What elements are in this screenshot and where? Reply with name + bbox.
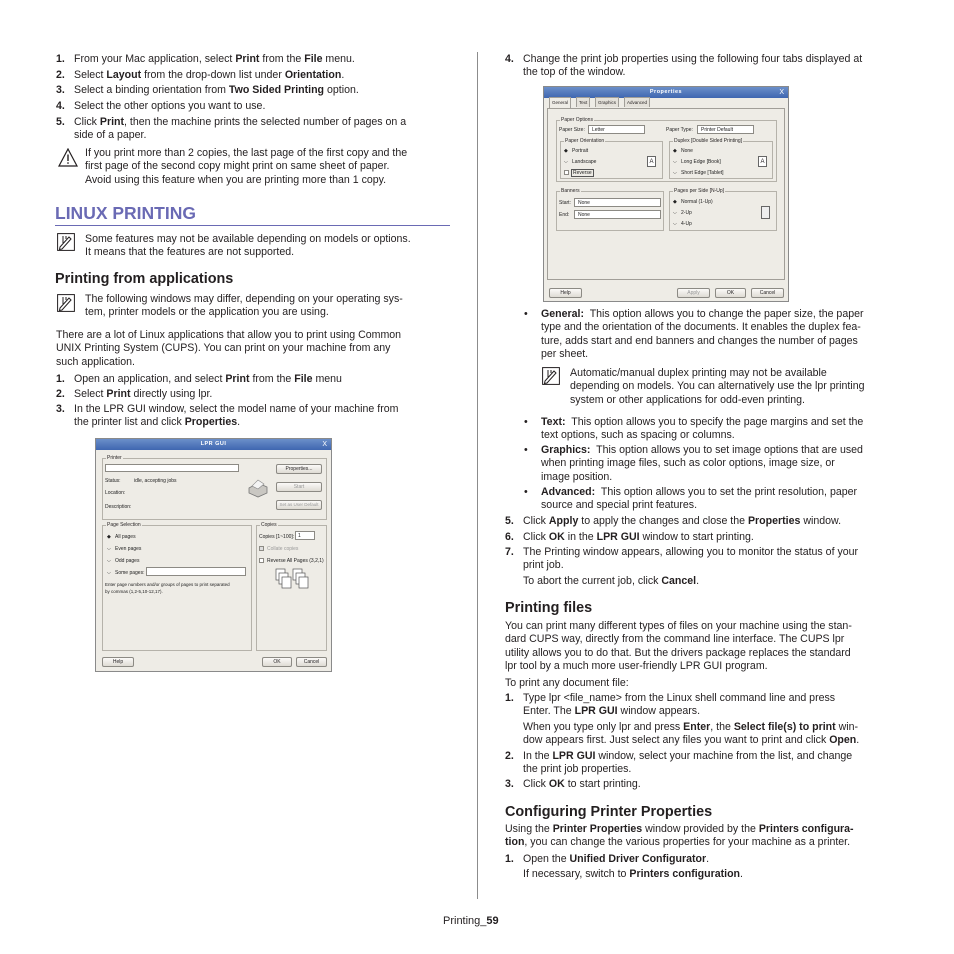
paper-type-select[interactable]: Printer Default [697, 125, 754, 134]
radio-long-edge-icon[interactable]: ⌵ [673, 159, 677, 165]
when-type-text: When you type only lpr and press Enter, the Select file(s) to print win- dow appears first. Just select any files you want to print and click Open. [523, 721, 860, 747]
files-intro: You can print many different types of files on your machine using the stan- dard CUPS way, directly from the command line interface. The CUPS lpr utility allows you to do that. But the drivers package replaces the standard lpr tool by a much more user-friendly LPR GUI program. [505, 620, 852, 672]
apps-note-text: The following windows may differ, depending on your operating sys- tem, printer models or the application you are using. [85, 293, 403, 319]
radio-2up-icon[interactable]: ⌵ [673, 210, 677, 216]
radio-short-edge-icon[interactable]: ⌵ [673, 170, 677, 176]
help-button[interactable]: Help [102, 657, 134, 667]
tab-general[interactable]: General [549, 97, 571, 108]
apply-button[interactable]: Apply [677, 288, 710, 298]
config-intro: Using the Printer Properties window provided by the Printers configura- tion, you can change the various properties for your machine as a printer. [505, 823, 854, 849]
duplex-group: Duplex [Double Sided Printing] [669, 141, 773, 179]
mac-step-5: 5. Click Print, then the machine prints the selected number of pages on a side of a paper. [56, 116, 407, 141]
reverse-all-checkbox[interactable] [259, 558, 264, 563]
close-icon[interactable]: X [322, 441, 327, 448]
properties-window: Properties X General Text Graphics Advanced Paper Options Paper Size: Letter Paper Type: Printer Default Paper Orientation ◆ Portrait ⌵ Landscape Reverse A Duplex [Double Sided Printing] ◆ None ⌵ Long Edge [Book] ⌵ Short Edge [Tablet] A Banners Start: None End: None Pages per Side [N-Up] ◆ Normal (1-Up) ⌵ 2-Up ⌵ 4-Up Help Apply OK Cancel [543, 86, 789, 302]
warning-icon [58, 148, 78, 168]
start-button[interactable]: Start [276, 482, 322, 492]
duplex-preview-icon: A [758, 156, 767, 167]
banners-group: Banners [556, 191, 664, 231]
printer-group: Printer [102, 458, 327, 520]
paper-options-group: Paper Options [556, 120, 777, 182]
bullet-general: • General: This option allows you to change the paper size, the paper type and the orientation of the documents. It enables the duplex fea- ture, adds start and end banners and changes the number of pages per sheet. [524, 308, 864, 360]
note-icon [57, 233, 75, 251]
linux-step-1: 1. Open an application, and select Print from the File menu [56, 373, 342, 385]
to-print-any: To print any document file: [505, 677, 629, 689]
radio-odd-pages-icon[interactable]: ⌵ [107, 558, 111, 564]
status-value: idle, accepting jobs [134, 478, 177, 484]
radio-4up-icon[interactable]: ⌵ [673, 221, 677, 227]
bullet-text: • Text: This option allows you to specify the page margins and set the text options, such as spacing or columns. [524, 416, 864, 441]
collate-checkbox[interactable] [259, 546, 264, 551]
pages-per-side-group: Pages per Side [N-Up] [669, 191, 777, 231]
copies-spinner[interactable]: 1 [295, 531, 315, 540]
bullet-graphics: • Graphics: This option allows you to set image options that are used when printing image files, such as color options, image size, or image position. [524, 444, 863, 483]
warning-text: If you print more than 2 copies, the last page of the first copy and the first page of the second copy might print on same sheet of paper. Avoid using this feature when you are printing more than 1 copy. [85, 147, 408, 186]
bullet-advanced: • Advanced: This option allows you to set the print resolution, paper source and special print features. [524, 486, 858, 511]
tab-graphics[interactable]: Graphics [595, 97, 619, 107]
radio-all-pages-icon[interactable]: ◆ [107, 534, 111, 540]
properties-titlebar: Properties [544, 87, 788, 98]
printing-from-applications-heading: Printing from applications [55, 271, 234, 287]
cups-intro: There are a lot of Linux applications that allow you to print using Common UNIX Printing System (CUPS). You can print on your machine from any such application. [56, 329, 402, 368]
reverse-checkbox[interactable] [564, 170, 569, 175]
abort-text: To abort the current job, click Cancel. [523, 575, 700, 587]
step-6: 6. Click OK in the LPR GUI window to start printing. [505, 531, 754, 543]
set-as-default-button[interactable]: Set as User Default [276, 500, 322, 510]
file-step-3: 3. Click OK to start printing. [505, 778, 641, 790]
mac-step-1: 1. From your Mac application, select Print from the File menu. [56, 53, 355, 65]
printer-select[interactable] [105, 464, 239, 472]
radio-normal-icon[interactable]: ◆ [673, 199, 677, 205]
linux-step-3: 3. In the LPR GUI window, select the model name of your machine from the printer list and click Properties. [56, 403, 399, 428]
radio-some-pages-icon[interactable]: ⌵ [107, 570, 111, 576]
configuring-printer-properties-heading: Configuring Printer Properties [505, 804, 713, 820]
ok-button[interactable]: OK [715, 288, 746, 298]
lpr-gui-window: LPR GUI X Printer Properties... Status: idle, accepting jobs Start Location: Description: Set as User Default Page Selection ◆ All pages ⌵ Even pages ⌵ Odd pages ⌵ Some pages: Enter page numbers and/or groups of pages to print separated by commas (1,2-5,10-12,17). Copies Copies [1~100]: 1 Collate copies Reverse All Pages (3,2,1) Help OK Cancel [95, 438, 332, 672]
tab-advanced[interactable]: Advanced [624, 97, 650, 107]
linux-printing-heading: LINUX PRINTING [55, 203, 196, 223]
radio-duplex-none-icon[interactable]: ◆ [673, 148, 677, 154]
mac-step-2: 2. Select Layout from the drop-down list under Orientation. [56, 69, 345, 81]
note-icon [57, 294, 75, 312]
mac-step-3: 3. Select a binding orientation from Two Sided Printing option. [56, 84, 359, 96]
note-icon [542, 367, 560, 385]
nup-preview-icon [761, 206, 770, 219]
lpr-gui-titlebar: LPR GUI [96, 439, 331, 450]
collate-pages-icon [274, 567, 310, 593]
some-pages-input[interactable] [146, 567, 246, 576]
help-button[interactable]: Help [549, 288, 582, 298]
ok-button[interactable]: OK [262, 657, 292, 667]
page-selection-group: Page Selection [102, 525, 252, 651]
cancel-button[interactable]: Cancel [296, 657, 327, 667]
banner-end-select[interactable]: None [574, 210, 661, 219]
tab-text[interactable]: Text [576, 97, 590, 107]
cancel-button[interactable]: Cancel [751, 288, 784, 298]
page-footer: Printing_59 [443, 915, 499, 927]
radio-portrait-icon[interactable]: ◆ [564, 148, 568, 154]
step-5: 5. Click Apply to apply the changes and close the Properties window. [505, 515, 842, 527]
printer-icon [246, 476, 270, 500]
linux-step-2: 2. Select Print directly using lpr. [56, 388, 213, 400]
heading-rule [55, 225, 450, 226]
paper-size-select[interactable]: Letter [588, 125, 645, 134]
config-step-1: 1. Open the Unified Driver Configurator. If necessary, switch to Printers configuration. [505, 853, 743, 880]
paper-orientation-group: Paper Orientation [560, 141, 663, 179]
file-step-1: 1. Type lpr <file_name> from the Linux shell command line and press Enter. The LPR GUI window appears. [505, 692, 836, 717]
radio-landscape-icon[interactable]: ⌵ [564, 159, 568, 165]
orientation-preview-icon: A [647, 156, 656, 167]
copies-group: Copies [256, 525, 327, 651]
linux-note-text: Some features may not be available depending on models or options. It means that the features are not supported. [85, 233, 411, 259]
close-icon[interactable]: X [779, 89, 784, 96]
properties-button[interactable]: Properties... [276, 464, 322, 474]
printing-files-heading: Printing files [505, 600, 593, 616]
radio-even-pages-icon[interactable]: ⌵ [107, 546, 111, 552]
column-divider [477, 52, 478, 899]
file-step-2: 2. In the LPR GUI window, select your machine from the list, and change the print job properties. [505, 750, 853, 775]
banner-start-select[interactable]: None [574, 198, 661, 207]
step-4: 4. Change the print job properties using the following four tabs displayed at the top of the window. [505, 53, 863, 78]
duplex-note-text: Automatic/manual duplex printing may not be available depending on models. You can alternatively use the lpr printing system or other applications for odd-even printing. [570, 367, 865, 406]
mac-step-4: 4. Select the other options you want to use. [56, 100, 266, 112]
step-7: 7. The Printing window appears, allowing you to monitor the status of your print job. [505, 546, 859, 571]
